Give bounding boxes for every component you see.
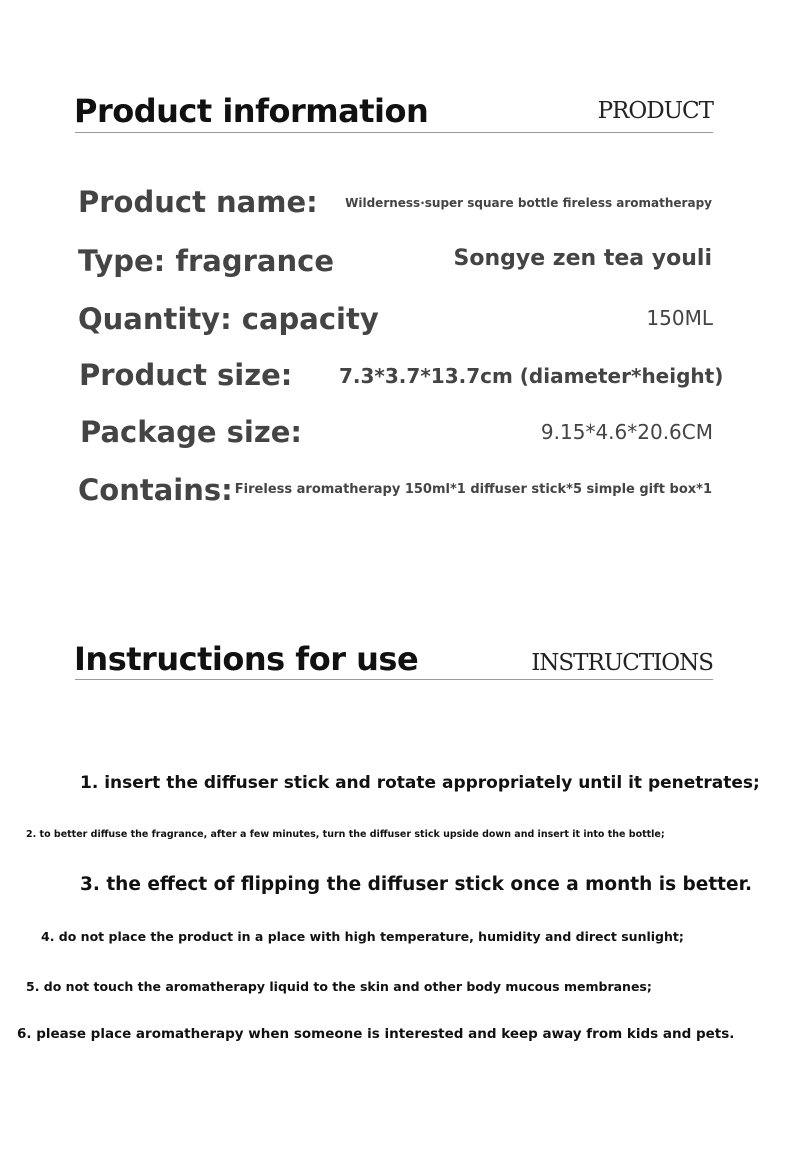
product-info-divider	[75, 132, 713, 133]
package-size-value: 9.15*4.6*20.6CM	[540, 420, 713, 444]
type-value: Songye zen tea youli	[453, 246, 712, 271]
product-size-value: 7.3*3.7*13.7cm (diameter*height)	[339, 364, 724, 388]
instructions-title-en: INSTRUCTIONS	[531, 650, 713, 676]
product-info-title-en: PRODUCT	[597, 98, 713, 124]
instruction-step-2: 2. to better diffuse the fragrance, after a few minutes, turn the diffuser stick upside down and insert it into the bottle;	[26, 829, 665, 840]
product-name-label: Product name:	[78, 185, 318, 219]
quantity-value: 150ML	[646, 306, 713, 330]
contains-label: Contains:	[78, 473, 233, 507]
product-size-label: Product size:	[79, 358, 293, 392]
type-label: Type: fragrance	[78, 244, 334, 278]
instructions-title: Instructions for use	[74, 640, 419, 678]
instruction-step-5: 5. do not touch the aromatherapy liquid to the skin and other body mucous membranes;	[26, 979, 652, 994]
instruction-step-1: 1. insert the diffuser stick and rotate appropriately until it penetrates;	[80, 773, 760, 793]
product-name-value: Wilderness·super square bottle fireless aromatherapy	[345, 196, 712, 210]
instruction-step-4: 4. do not place the product in a place with high temperature, humidity and direct sunlight;	[41, 929, 684, 944]
quantity-label: Quantity: capacity	[78, 302, 379, 336]
contains-value: Fireless aromatherapy 150ml*1 diffuser stick*5 simple gift box*1	[234, 482, 712, 497]
instruction-step-3: 3. the effect of flipping the diffuser stick once a month is better.	[80, 874, 753, 895]
product-info-title: Product information	[74, 92, 429, 130]
package-size-label: Package size:	[80, 415, 302, 449]
instructions-divider	[75, 679, 713, 680]
instruction-step-6: 6. please place aromatherapy when someone is interested and keep away from kids and pets.	[17, 1026, 735, 1042]
